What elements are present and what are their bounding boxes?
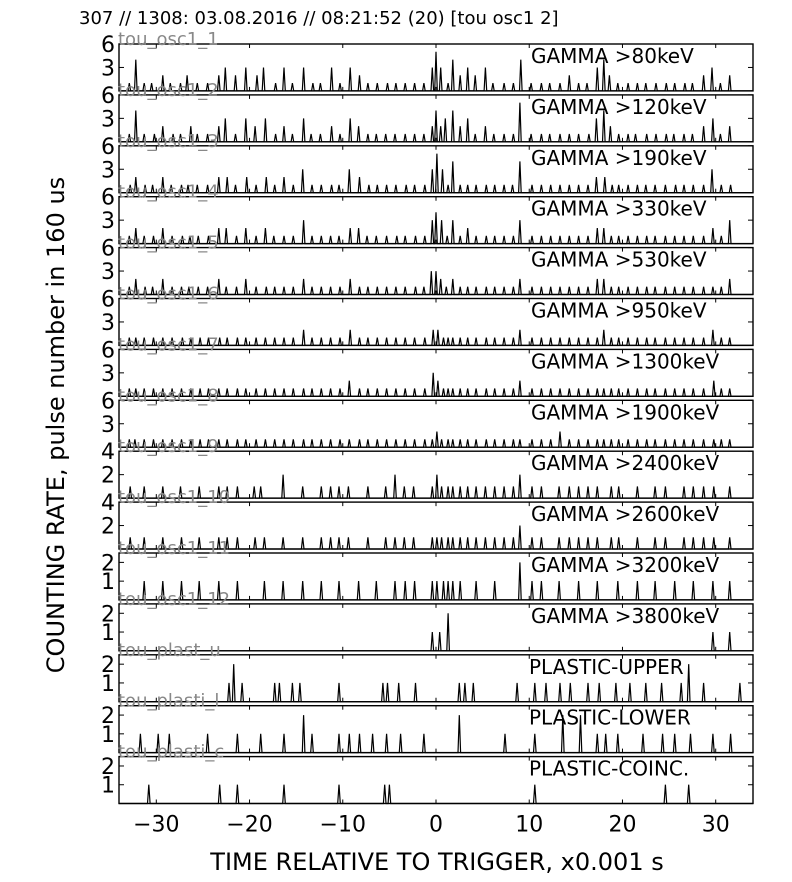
- y-tick-label: 1: [101, 621, 115, 647]
- channel-label: tou_plasti_c: [118, 741, 225, 763]
- x-tick-label: 10: [515, 812, 544, 838]
- y-tick-label: 4: [101, 440, 115, 466]
- y-tick-label: 6: [101, 33, 115, 58]
- y-tick-label: 1: [101, 570, 115, 596]
- channel-label: tou_osc1_5: [118, 232, 219, 254]
- y-tick-label: 6: [101, 134, 115, 160]
- channel-label: tou_osc1_4: [118, 181, 219, 203]
- panel-title: PLASTIC-UPPER: [529, 654, 684, 679]
- channel-label: tou_plasti_l: [118, 690, 220, 712]
- panel-title: GAMMA >80keV: [531, 44, 694, 68]
- channel-label: tou_osc1_8: [118, 385, 219, 407]
- y-tick-label: 2: [101, 463, 115, 489]
- panel-title: PLASTIC-COINC.: [529, 756, 690, 781]
- y-tick-label: 3: [101, 412, 115, 438]
- x-tick-label: 20: [608, 812, 637, 838]
- y-tick-label: 1: [101, 722, 115, 748]
- channel-label: tou_osc1_9: [118, 436, 219, 458]
- channel-label: tou_osc1_3: [118, 130, 219, 152]
- panel-title: GAMMA >530keV: [531, 247, 707, 272]
- y-tick-label: 3: [101, 107, 115, 133]
- y-tick-label: 3: [101, 310, 115, 336]
- y-tick-label: 4: [101, 491, 115, 517]
- y-tick-label: 3: [101, 56, 115, 82]
- x-axis-label: TIME RELATIVE TO TRIGGER, x0.001 s: [210, 848, 664, 876]
- channel-label: tou_osc1_7: [118, 334, 219, 356]
- panel-title: GAMMA >2400keV: [531, 451, 720, 476]
- panel-title: GAMMA >1300keV: [531, 349, 720, 374]
- x-tick-label: −20: [226, 812, 273, 838]
- panel-title: GAMMA >950keV: [531, 298, 707, 323]
- channel-label: tou_osc1_10: [118, 487, 231, 509]
- y-tick-label: 2: [101, 602, 115, 628]
- y-tick-label: 3: [101, 361, 115, 387]
- y-tick-label: 6: [101, 287, 115, 313]
- channel-label: tou_osc1_11: [118, 538, 231, 559]
- channel-label: tou_osc1_12: [118, 588, 231, 610]
- y-tick-label: 6: [101, 83, 115, 109]
- panel-title: GAMMA >3800keV: [531, 603, 720, 628]
- panel-title: GAMMA >2600keV: [531, 502, 720, 527]
- panel-title: GAMMA >1900keV: [531, 400, 720, 425]
- y-tick-label: 3: [101, 260, 115, 286]
- y-tick-label: 6: [101, 185, 115, 211]
- channel-label: tou_osc1_6: [118, 283, 219, 305]
- y-tick-label: 2: [101, 551, 115, 577]
- chart-header: 307 // 1308: 03.08.2016 // 08:21:52 (20) [tou osc1 2]: [79, 8, 559, 29]
- y-tick-label: 2: [101, 653, 115, 679]
- y-tick-label: 1: [101, 773, 115, 799]
- y-tick-label: 6: [101, 236, 115, 262]
- x-tick-label: 0: [429, 812, 443, 838]
- panel-title: GAMMA >120keV: [531, 94, 707, 119]
- channel-label: tou_plast_u: [118, 639, 221, 661]
- x-tick-label: −30: [133, 812, 180, 838]
- y-tick-label: 6: [101, 338, 115, 364]
- y-tick-label: 3: [101, 158, 115, 184]
- panel-title: GAMMA >3200keV: [531, 553, 720, 577]
- y-tick-label: 6: [101, 389, 115, 415]
- channel-label: tou_osc1_1: [118, 29, 219, 50]
- panel-15: [101, 742, 753, 804]
- y-tick-label: 1: [101, 671, 115, 697]
- y-tick-label: 2: [101, 754, 115, 780]
- x-tick-label: −10: [319, 812, 366, 838]
- y-tick-label: 3: [101, 209, 115, 235]
- panel-title: GAMMA >190keV: [531, 145, 707, 170]
- channel-label: tou_osc1_2: [118, 79, 219, 101]
- y-tick-label: 2: [101, 704, 115, 730]
- x-tick-label: 30: [701, 812, 730, 838]
- panel-title: PLASTIC-LOWER: [529, 705, 691, 730]
- y-tick-label: 2: [101, 514, 115, 540]
- y-axis-label-text: COUNTING RATE, pulse number in 160 us: [42, 176, 70, 674]
- panel-title: GAMMA >330keV: [531, 196, 707, 221]
